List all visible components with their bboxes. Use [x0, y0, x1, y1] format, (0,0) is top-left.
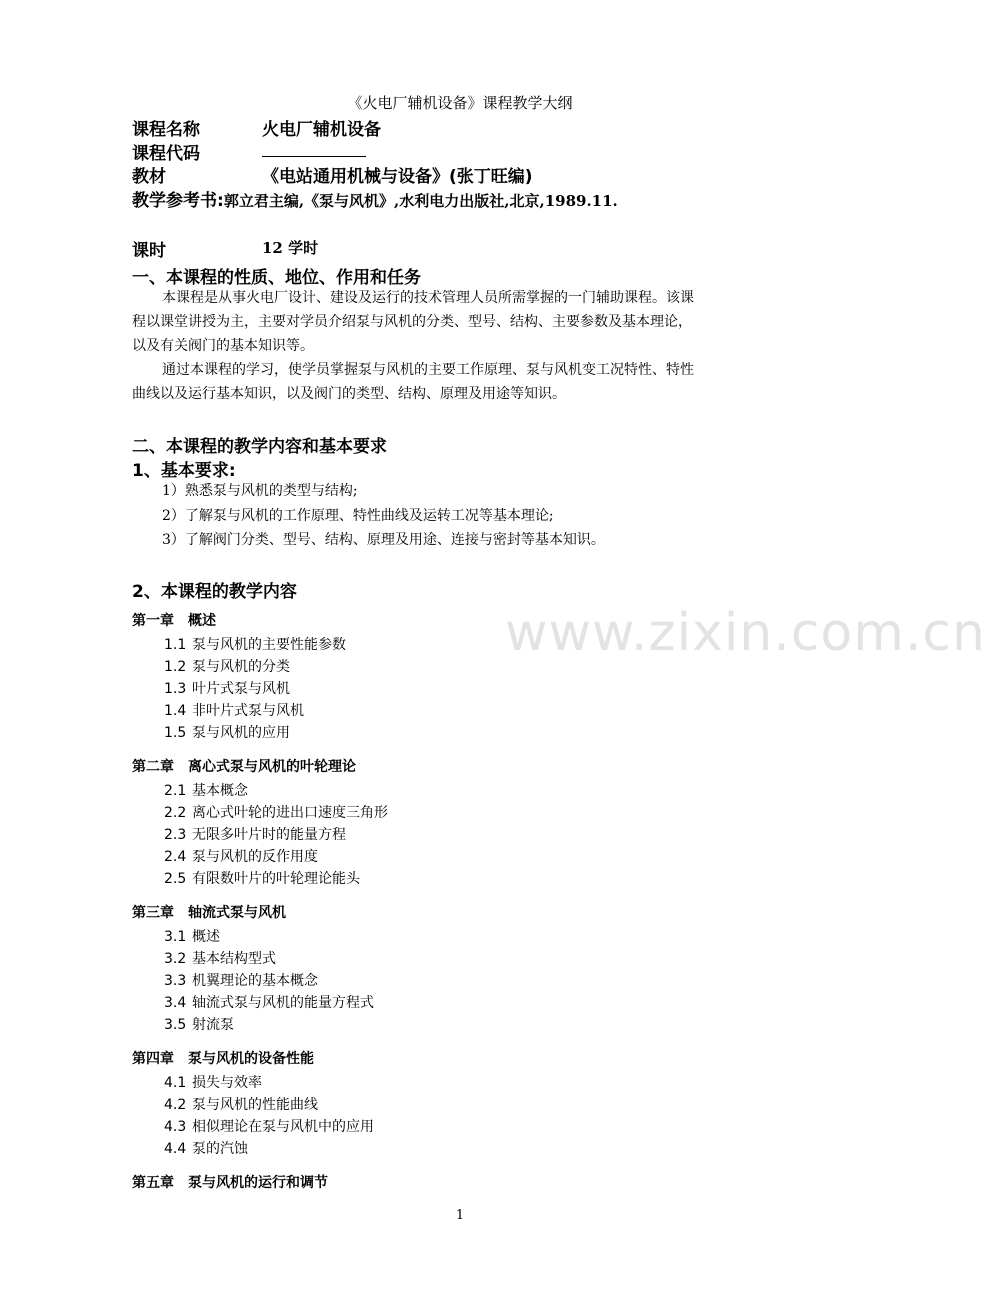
course-name-label: 课程名称: [132, 120, 200, 140]
hours-value: 12 学时: [262, 239, 319, 257]
section-item: [164, 1014, 234, 1034]
section-number: 2.3: [164, 827, 187, 843]
section-item: [164, 868, 360, 888]
section-text: 泵与风机的主要性能参数: [192, 637, 346, 653]
basic-requirements-heading: 1、基本要求:: [132, 461, 236, 481]
section-text: 相似理论在泵与风机中的应用: [192, 1119, 374, 1135]
section-text: 基本概念: [192, 783, 248, 799]
hours-label: 课时: [132, 241, 166, 261]
section-number: 3.3: [164, 973, 187, 989]
section-text: 叶片式泵与风机: [192, 681, 290, 697]
section-item: [164, 678, 290, 698]
section-text: 损失与效率: [192, 1075, 262, 1091]
teaching-content-heading: 2、本课程的教学内容: [132, 582, 297, 602]
section-number: 1.3: [164, 681, 187, 697]
section-text: 泵与风机的分类: [192, 659, 290, 675]
requirement-item: 2）了解泵与风机的工作原理、特性曲线及运转工况等基本理论;: [162, 508, 554, 524]
section-item: [164, 970, 318, 990]
chapter-title: 第二章 离心式泵与风机的叶轮理论: [132, 759, 356, 775]
section-number: 2.2: [164, 805, 187, 821]
section-item: [164, 656, 290, 676]
reference-value: 郭立君主编,《泵与风机》,水利电力出版社,北京,1989.11.: [223, 192, 618, 210]
section-text: 机翼理论的基本概念: [192, 973, 318, 989]
section-number: 1.4: [164, 703, 187, 719]
reference-label: 教学参考书:: [132, 191, 224, 211]
chapter-title: 第四章 泵与风机的设备性能: [132, 1051, 314, 1067]
section-number: 1.2: [164, 659, 187, 675]
section-number: 3.1: [164, 929, 187, 945]
section-number: 3.5: [164, 1017, 187, 1033]
section-item: [164, 634, 346, 654]
section-text: 无限多叶片时的能量方程: [192, 827, 346, 843]
section-number: 2.4: [164, 849, 187, 865]
section-text: 轴流式泵与风机的能量方程式: [192, 995, 374, 1011]
chapter-title: 第五章 泵与风机的运行和调节: [132, 1175, 328, 1191]
requirement-item: 1）熟悉泵与风机的类型与结构;: [162, 483, 358, 499]
section-number: 4.4: [164, 1141, 187, 1157]
section2-heading: 二、本课程的教学内容和基本要求: [132, 437, 387, 457]
section-item: [164, 722, 290, 742]
textbook-label: 教材: [132, 167, 166, 187]
section-item: [164, 1072, 262, 1092]
chapter-title: 第一章 概述: [132, 613, 216, 629]
requirement-item: 3）了解阀门分类、型号、结构、原理及用途、连接与密封等基本知识。: [162, 532, 605, 548]
section1-para1-line3: 以及有关阀门的基本知识等。: [132, 338, 314, 354]
chapter-title: 第三章 轴流式泵与风机: [132, 905, 286, 921]
section-text: 泵与风机的性能曲线: [192, 1097, 318, 1113]
watermark: www.zixin.com.cn: [505, 603, 986, 663]
section-text: 基本结构型式: [192, 951, 276, 967]
section-item: [164, 846, 318, 866]
section1-heading: 一、本课程的性质、地位、作用和任务: [132, 268, 421, 288]
section1-para2-line1: 通过本课程的学习，使学员掌握泵与风机的主要工作原理、泵与风机变工况特性、特性: [162, 362, 694, 378]
page-number: 1: [455, 1208, 465, 1223]
section-item: [164, 700, 304, 720]
section-number: 1.1: [164, 637, 187, 653]
section-item: [164, 1138, 248, 1158]
section-number: 3.2: [164, 951, 187, 967]
section-number: 1.5: [164, 725, 187, 741]
course-name-value: 火电厂辅机设备: [262, 120, 381, 140]
section-text: 泵与风机的应用: [192, 725, 290, 741]
section1-para2-line2: 曲线以及运行基本知识，以及阀门的类型、结构、原理及用途等知识。: [132, 386, 566, 402]
section-text: 泵与风机的反作用度: [192, 849, 318, 865]
section-number: 4.3: [164, 1119, 187, 1135]
course-code-blank: [262, 156, 366, 157]
section-text: 非叶片式泵与风机: [192, 703, 304, 719]
section-item: [164, 926, 220, 946]
section-item: [164, 780, 248, 800]
section-number: 2.1: [164, 783, 187, 799]
section-item: [164, 824, 346, 844]
section-text: 有限数叶片的叶轮理论能头: [192, 871, 360, 887]
section-text: 概述: [192, 929, 220, 945]
section-item: [164, 1116, 374, 1136]
textbook-value: 《电站通用机械与设备》(张丁旺编): [262, 167, 533, 187]
section-text: 泵的汽蚀: [192, 1141, 248, 1157]
section-item: [164, 992, 374, 1012]
reference-line: [132, 186, 618, 211]
section-text: 射流泵: [192, 1017, 234, 1033]
section1-para1-line1: 本课程是从事火电厂设计、建设及运行的技术管理人员所需掌握的一门辅助课程。该课: [162, 290, 694, 306]
section-number: 4.2: [164, 1097, 187, 1113]
section-item: [164, 1094, 318, 1114]
section-number: 2.5: [164, 871, 187, 887]
course-code-label: 课程代码: [132, 144, 200, 164]
section-item: [164, 948, 276, 968]
section-number: 3.4: [164, 995, 187, 1011]
section-text: 离心式叶轮的进出口速度三角形: [192, 805, 388, 821]
document-title: 《火电厂辅机设备》课程教学大纲: [347, 94, 573, 112]
section-number: 4.1: [164, 1075, 187, 1091]
section-item: [164, 802, 388, 822]
section1-para1-line2: 程以课堂讲授为主，主要对学员介绍泵与风机的分类、型号、结构、主要参数及基本理论，: [132, 314, 692, 330]
